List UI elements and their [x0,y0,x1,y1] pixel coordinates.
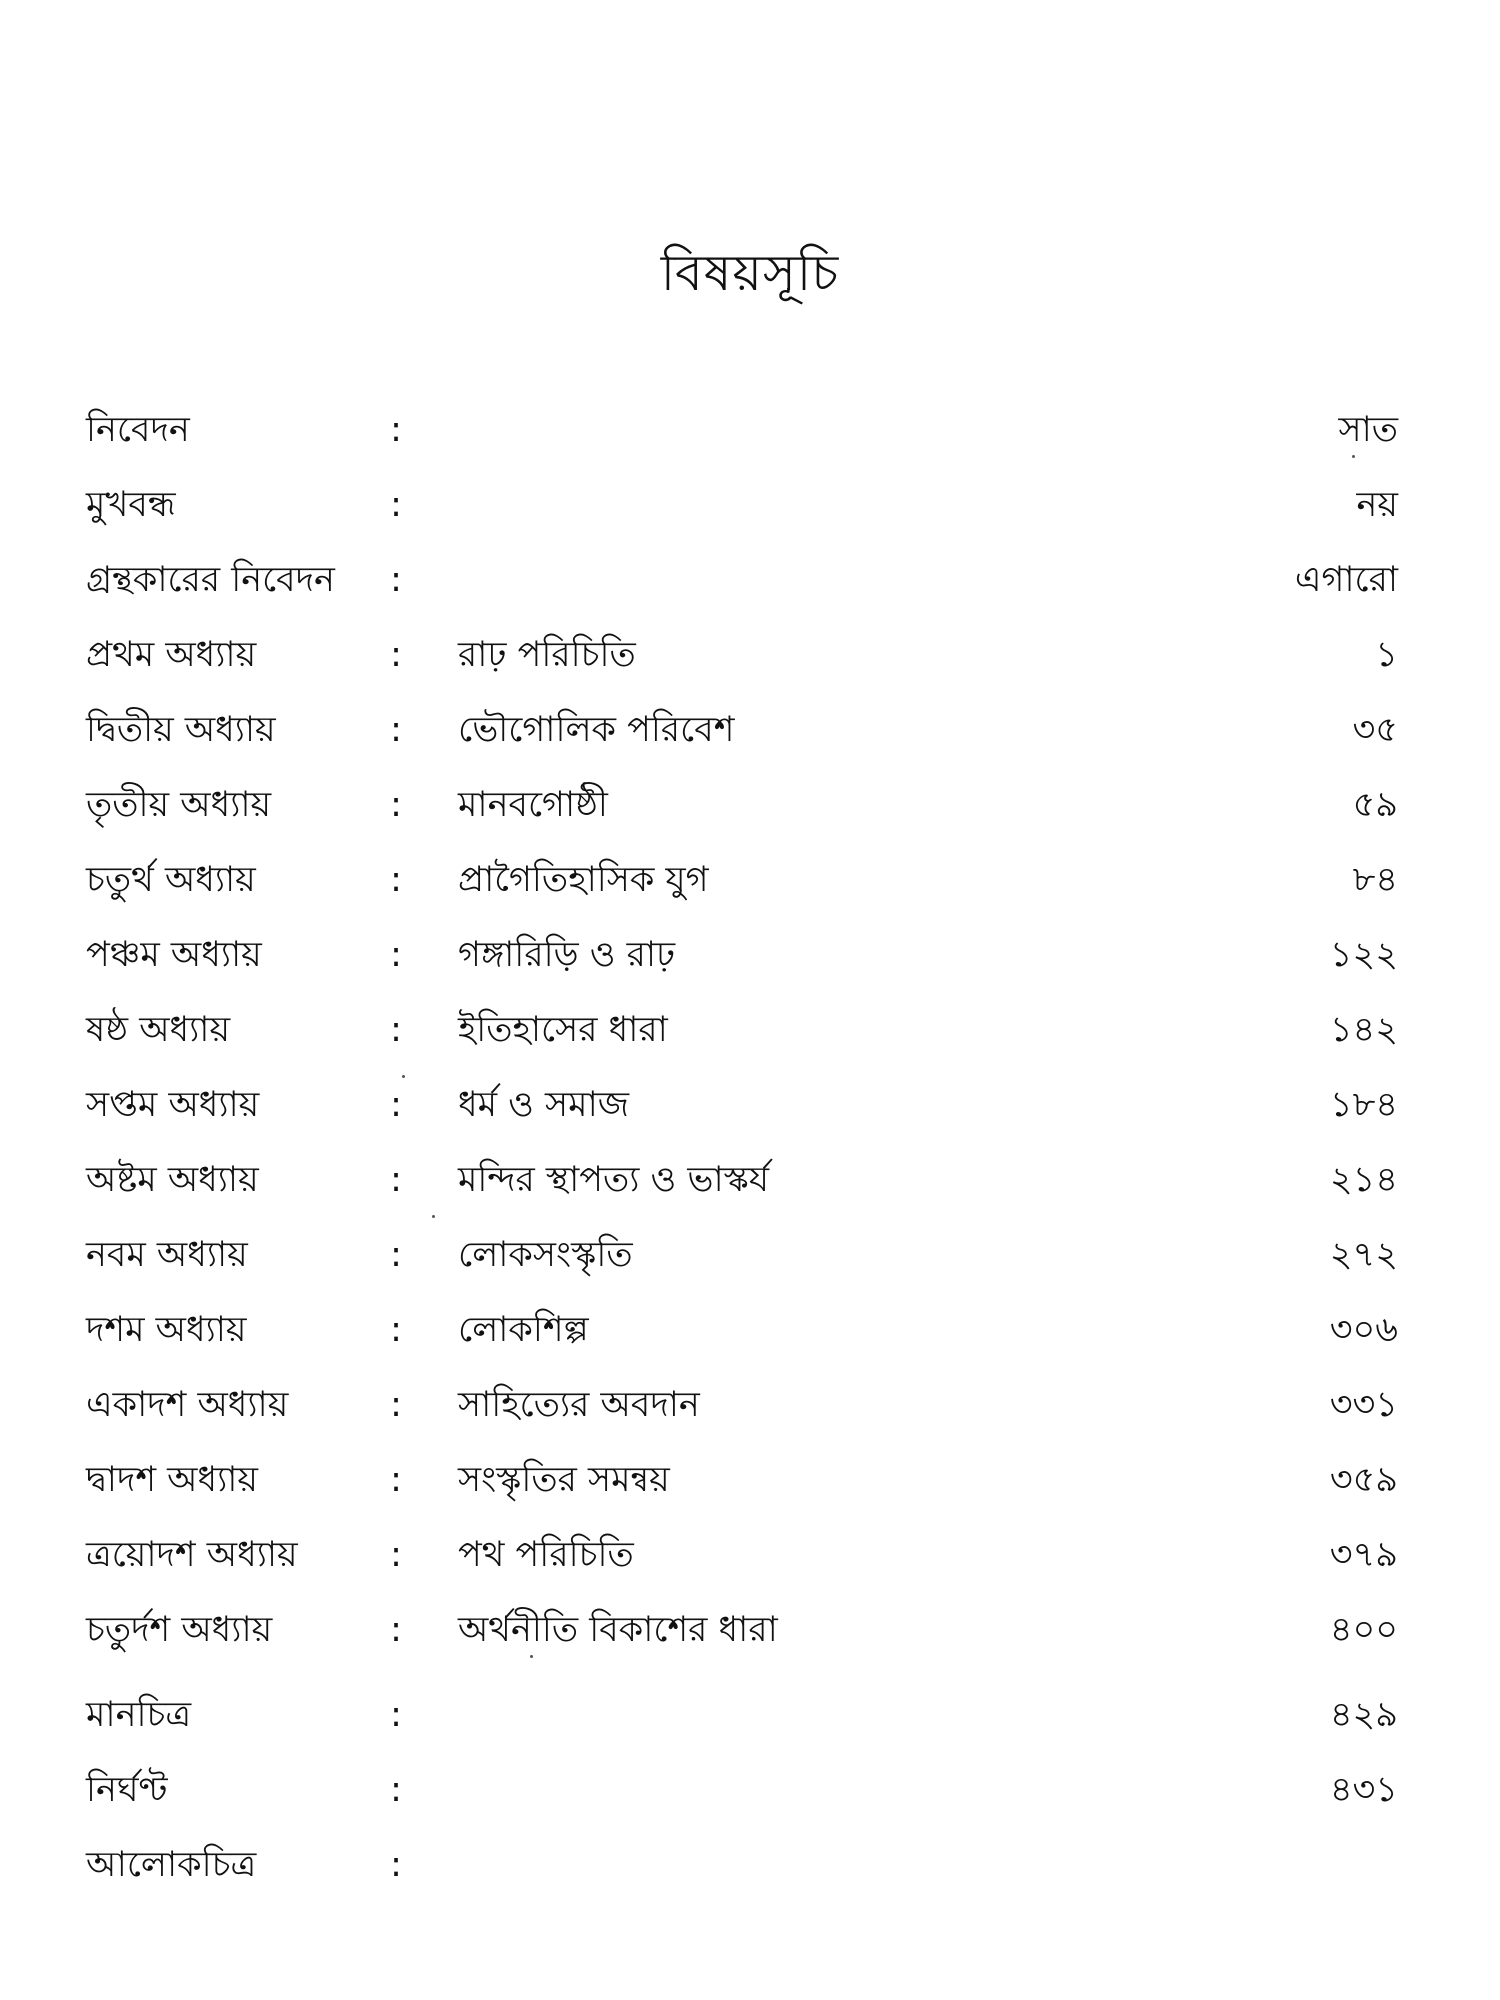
entry-label: ষষ্ঠ অধ্যায় [86,1010,231,1050]
entry-separator: : [390,485,402,525]
entry-label: তৃতীয় অধ্যায় [86,785,272,825]
entry-chapter-title: লোকশিল্প [458,1310,589,1350]
entry-label: দ্বাদশ অধ্যায় [86,1460,259,1500]
entry-chapter-title: ধর্ম ও সমাজ [458,1085,630,1125]
entry-separator: : [390,1385,402,1425]
entry-label: সপ্তম অধ্যায় [86,1085,260,1125]
toc-entry [86,475,1406,535]
entry-page-number: ৪৩১ [1329,1770,1398,1810]
entry-page-number: ১৪২ [1329,1010,1398,1050]
entry-page-number: ১৮৪ [1329,1085,1398,1125]
toc-entry [86,1225,1406,1285]
entry-separator: : [390,1085,402,1125]
entry-separator: : [390,1160,402,1200]
entry-separator: : [390,1610,402,1650]
toc-entry [86,925,1406,985]
entry-chapter-title: গঙ্গারিড়ি ও রাঢ় [458,935,676,975]
entry-label: পঞ্চম অধ্যায় [86,935,262,975]
entry-page-number: সাত [1338,410,1398,450]
entry-separator: : [390,1235,402,1275]
page-title: বিষয়সূচি [660,244,840,302]
entry-label: দশম অধ্যায় [86,1310,247,1350]
entry-label: নবম অধ্যায় [86,1235,248,1275]
entry-label: গ্রন্থকারের নিবেদন [86,560,335,600]
entry-separator: : [390,1010,402,1050]
entry-page-number: ২৭২ [1329,1235,1398,1275]
toc-entry [86,700,1406,760]
entry-chapter-title: লোকসংস্কৃতি [458,1235,633,1275]
entry-label: মুখবন্ধ [86,485,176,525]
entry-label: মানচিত্র [86,1695,192,1735]
toc-entry [86,625,1406,685]
entry-page-number: ৪২৯ [1329,1695,1398,1735]
entry-page-number: ৮৪ [1352,860,1398,900]
print-speck [530,1655,533,1658]
print-speck [1352,455,1355,458]
entry-separator: : [390,785,402,825]
entry-page-number: ১২২ [1329,935,1398,975]
entry-chapter-title: ভৌগোলিক পরিবেশ [458,710,735,750]
entry-separator: : [390,710,402,750]
entry-page-number: ১ [1375,635,1398,675]
toc-entry [86,400,1406,460]
entry-separator: : [390,1770,402,1810]
entry-separator: : [390,1460,402,1500]
entry-separator: : [390,560,402,600]
entry-label: ত্রয়োদশ অধ্যায় [86,1535,298,1575]
toc-entry [86,550,1406,610]
entry-separator: : [390,935,402,975]
entry-page-number: ৩৩১ [1329,1385,1398,1425]
toc-entry [86,1150,1406,1210]
entry-separator: : [390,1535,402,1575]
entry-chapter-title: মন্দির স্থাপত্য ও ভাস্কর্য [458,1160,770,1200]
toc-entry [86,1075,1406,1135]
toc-entry [86,1300,1406,1360]
entry-page-number: ৩৫৯ [1329,1460,1398,1500]
entry-page-number: ৩৭৯ [1329,1535,1398,1575]
entry-separator: : [390,1845,402,1885]
entry-separator: : [390,635,402,675]
toc-entry [86,1375,1406,1435]
entry-chapter-title: মানবগোষ্ঠী [458,785,608,825]
entry-separator: : [390,860,402,900]
entry-label: একাদশ অধ্যায় [86,1385,289,1425]
entry-label: আলোকচিত্র [86,1845,257,1885]
toc-entry [86,1000,1406,1060]
entry-page-number: এগারো [1294,560,1398,600]
entry-page-number: ২১৪ [1329,1160,1398,1200]
print-speck [402,1075,405,1078]
entry-label: চতুর্দশ অধ্যায় [86,1610,273,1650]
toc-entry [86,1600,1406,1660]
print-speck [432,1215,435,1218]
entry-label: অষ্টম অধ্যায় [86,1160,259,1200]
toc-entry [86,1760,1406,1820]
entry-page-number: ৩৫ [1352,710,1398,750]
entry-page-number: ৫৯ [1352,785,1398,825]
toc-entry [86,1685,1406,1745]
toc-entry [86,775,1406,835]
entry-separator: : [390,1310,402,1350]
entry-chapter-title: সাহিত্যের অবদান [458,1385,700,1425]
entry-page-number: ৩০৬ [1329,1310,1398,1350]
toc-entry [86,850,1406,910]
entry-page-number: ৪০০ [1329,1610,1398,1650]
entry-label: নিবেদন [86,410,190,450]
entry-label: প্রথম অধ্যায় [86,635,257,675]
entry-chapter-title: প্রাগৈতিহাসিক যুগ [458,860,709,900]
entry-chapter-title: অর্থনীতি বিকাশের ধারা [458,1610,778,1650]
entry-page-number: নয় [1356,485,1398,525]
toc-entry [86,1525,1406,1585]
toc-entry [86,1450,1406,1510]
entry-chapter-title: পথ পরিচিতি [458,1535,634,1575]
entry-label: চতুর্থ অধ্যায় [86,860,256,900]
entry-chapter-title: রাঢ় পরিচিতি [458,635,636,675]
entry-label: দ্বিতীয় অধ্যায় [86,710,276,750]
entry-chapter-title: ইতিহাসের ধারা [458,1010,668,1050]
entry-chapter-title: সংস্কৃতির সমন্বয় [458,1460,670,1500]
toc-entry [86,1835,1406,1895]
entry-separator: : [390,410,402,450]
entry-label: নির্ঘণ্ট [86,1770,168,1810]
entry-separator: : [390,1695,402,1735]
